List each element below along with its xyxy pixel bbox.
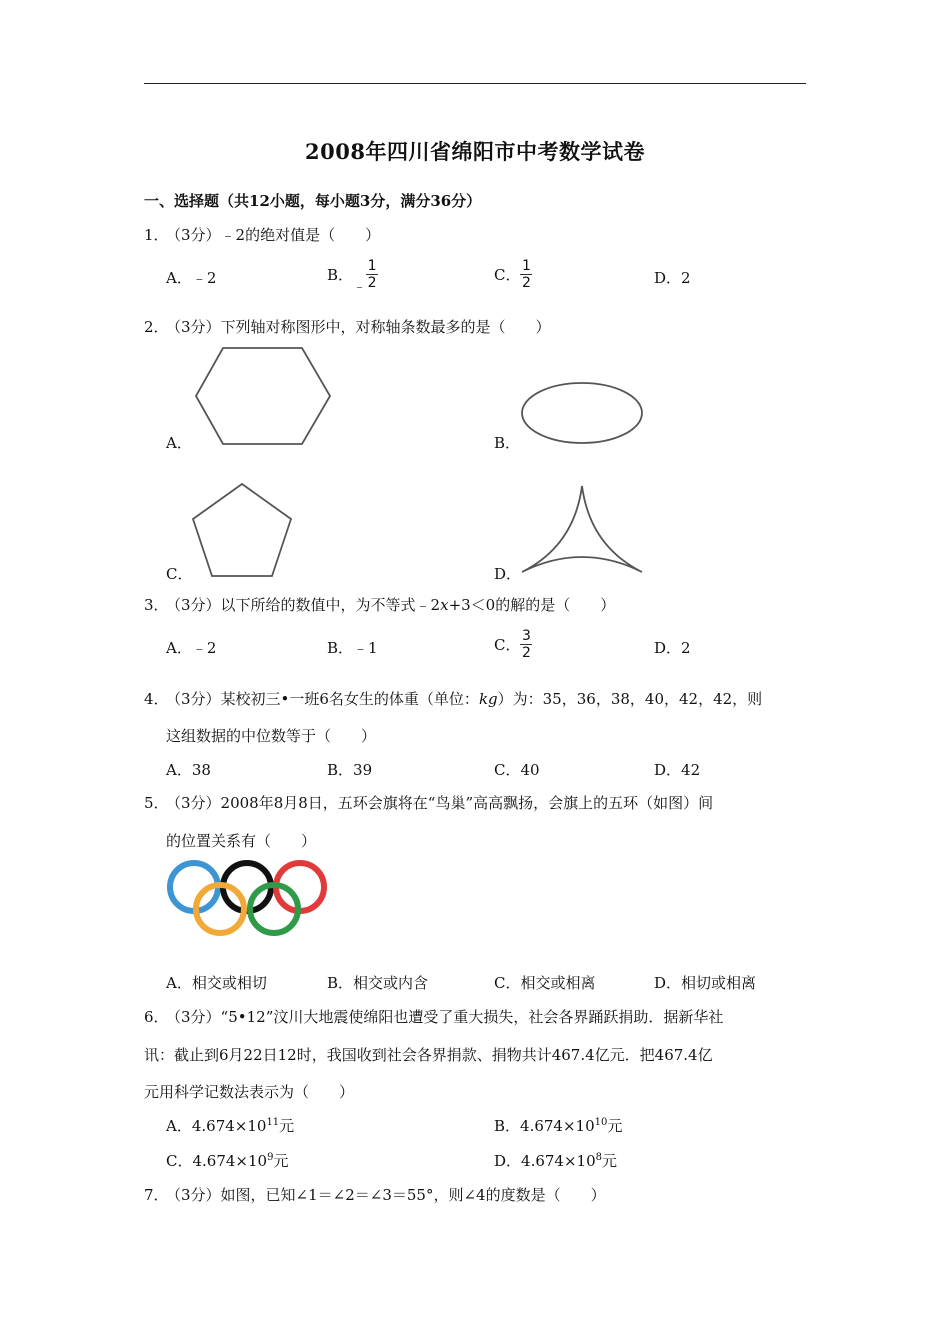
question-text-line-1: （3分）“5•12”汶川大地震使绵阳也遭受了重大损失，社会各界踊跃捐助．据新华社	[166, 1008, 724, 1026]
olympic-rings-figure	[166, 858, 330, 938]
ellipse-figure	[518, 380, 646, 448]
question-number: 1．	[144, 226, 169, 244]
q3-option-c[interactable]	[494, 628, 532, 661]
curved-triangle-figure	[520, 484, 648, 580]
q2-option-b-label[interactable]: B．	[494, 434, 521, 452]
q5-option-c[interactable]: C．相交或相离	[494, 974, 596, 992]
question-4-line-2	[166, 725, 376, 746]
hexagon-figure	[190, 345, 335, 448]
q1-option-b[interactable]	[327, 258, 378, 295]
section-heading: 一、选择题（共12小题，每小题3分，满分36分）	[144, 192, 482, 210]
q1-option-a[interactable]: A．﹣2	[166, 269, 217, 287]
numerator: 1	[367, 258, 377, 274]
q6-option-d[interactable]: D．$4.674\times 10^8$元	[494, 1152, 618, 1170]
question-4	[144, 688, 762, 709]
q4-option-c[interactable]: C．40	[494, 761, 540, 779]
question-text-line-2: 这组数据的中位数等于（ ）	[166, 727, 377, 745]
question-number: 6．	[144, 1008, 169, 1026]
q2-option-c-label[interactable]: C．	[166, 565, 193, 583]
q2-option-a-label[interactable]: A．	[166, 434, 192, 452]
option-label: B．	[327, 266, 354, 284]
numerator: 1	[522, 258, 531, 274]
option-label: C．	[494, 636, 521, 654]
question-6-line-3	[144, 1081, 354, 1102]
question-text-line-2: 讯：截止到6月22日12时，我国收到社会各界捐款、捐物共计467.4亿元．把467.4亿	[144, 1046, 713, 1064]
option-label: C．	[494, 266, 521, 284]
q3-option-b[interactable]: B．﹣1	[327, 639, 378, 657]
numerator: 3	[522, 628, 531, 644]
q4-option-d[interactable]: D．42	[654, 761, 701, 779]
q2-option-d-label[interactable]: D．	[494, 565, 522, 583]
question-1	[144, 224, 380, 245]
question-text: （3分）﹣2的绝对值是（ ）	[166, 226, 381, 244]
question-5-line-2	[166, 830, 316, 851]
q6-option-c[interactable]: C．$4.674\times 10^9$元	[166, 1152, 289, 1170]
q4-option-b[interactable]: B．39	[327, 761, 373, 779]
page-title: 2008年四川省绵阳市中考数学试卷	[305, 139, 645, 164]
denominator: 2	[367, 275, 377, 291]
question-5	[144, 792, 713, 813]
q1-option-c[interactable]	[494, 258, 532, 291]
q3-option-d[interactable]: D．2	[654, 639, 691, 657]
q5-option-b[interactable]: B．相交或内含	[327, 974, 429, 992]
fraction	[520, 628, 532, 661]
question-number: 7．	[144, 1186, 169, 1204]
question-text: （3分）以下所给的数值中，为不等式﹣2x+3＜0的解的是（ ）	[166, 596, 616, 614]
question-6-line-2	[144, 1044, 713, 1065]
question-text-line-1: （3分）2008年8月8日，五环会旗将在“鸟巢”高高飘扬，会旗上的五环（如图）间	[166, 794, 714, 812]
fraction	[366, 258, 378, 291]
question-text: （3分）下列轴对称图形中，对称轴条数最多的是（ ）	[166, 318, 551, 336]
q6-option-a[interactable]: A．$4.674\times 10^{11}$元	[166, 1117, 295, 1135]
denominator: 2	[522, 275, 531, 291]
q1-option-d[interactable]: D．2	[654, 269, 691, 287]
pentagon-figure	[188, 480, 296, 580]
header-rule	[144, 83, 806, 84]
question-number: 4．	[144, 690, 169, 708]
question-text-line-3: 元用科学记数法表示为（ ）	[144, 1083, 355, 1101]
question-number: 2．	[144, 318, 169, 336]
fraction	[520, 258, 532, 291]
question-2	[144, 316, 551, 337]
question-text-line-1: （3分）某校初三•一班6名女生的体重（单位：kg）为：35，36，38，40，42，42，则	[166, 690, 763, 708]
question-3	[144, 594, 615, 615]
q4-option-a[interactable]: A．38	[166, 761, 211, 779]
question-text: （3分）如图，已知∠1＝∠2＝∠3＝55°，则∠4的度数是（ ）	[166, 1186, 606, 1204]
question-number: 3．	[144, 596, 169, 614]
q5-option-d[interactable]: D．相切或相离	[654, 974, 757, 992]
question-7	[144, 1184, 606, 1205]
denominator: 2	[522, 645, 531, 661]
question-text-line-2: 的位置关系有（ ）	[166, 832, 317, 850]
q6-option-b[interactable]: B．$4.674\times 10^{10}$元	[494, 1117, 623, 1135]
minus-sign: ﹣	[353, 279, 367, 295]
question-number: 5．	[144, 794, 169, 812]
q3-option-a[interactable]: A．﹣2	[166, 639, 217, 657]
q5-option-a[interactable]: A．相交或相切	[166, 974, 267, 992]
question-6	[144, 1006, 723, 1027]
